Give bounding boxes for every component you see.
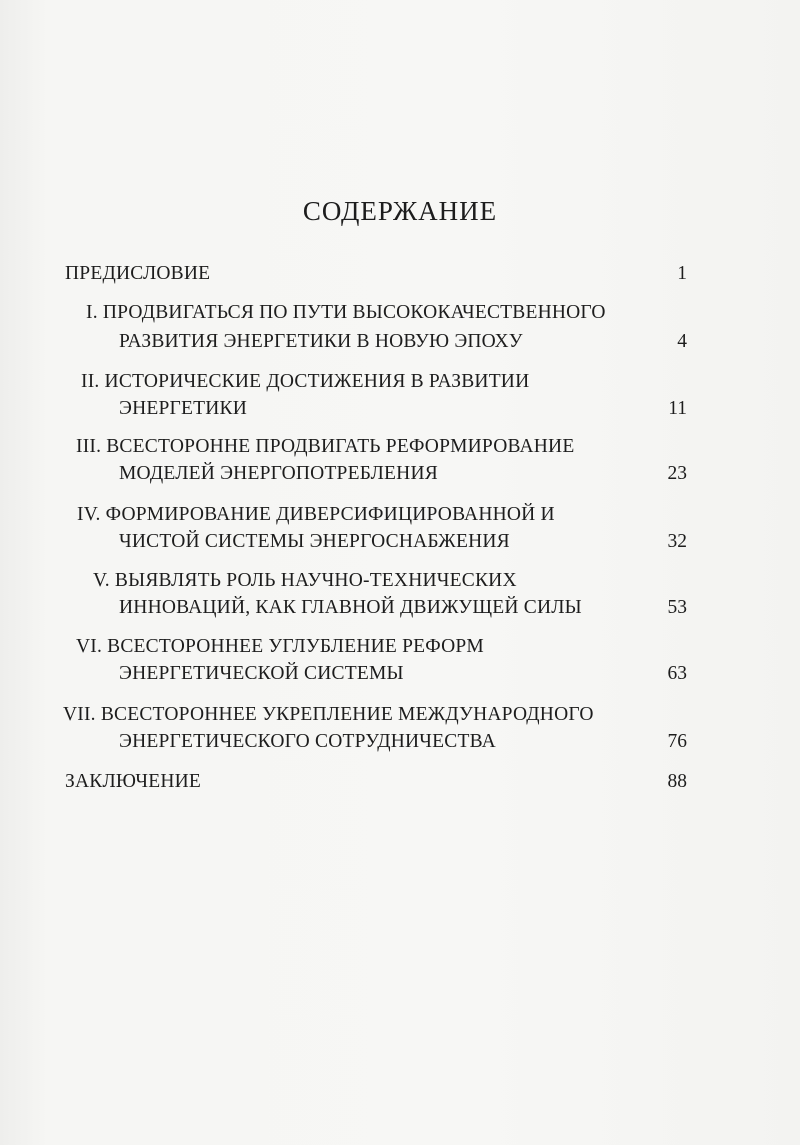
toc-entry-title: ЗАКЛЮЧЕНИЕ [65, 771, 202, 792]
toc-entry-title-continued: ИННОВАЦИЙ, КАК ГЛАВНОЙ ДВИЖУЩЕЙ СИЛЫ [119, 597, 582, 618]
toc-entry-page: 32 [667, 531, 687, 552]
toc-entry-page: 11 [668, 398, 687, 419]
toc-entry-title-continued: ЭНЕРГЕТИЧЕСКОЙ СИСТЕМЫ [119, 663, 404, 684]
toc-entry-title: ПРЕДИСЛОВИЕ [65, 263, 211, 284]
contents-heading: СОДЕРЖАНИЕ [302, 196, 498, 226]
toc-entry-title: III. ВСЕСТОРОННЕ ПРОДВИГАТЬ РЕФОРМИРОВАНИЕ [76, 436, 575, 457]
toc-entry-title: VI. ВСЕСТОРОННЕЕ УГЛУБЛЕНИЕ РЕФОРМ [76, 636, 484, 657]
toc-entry-title: VII. ВСЕСТОРОННЕЕ УКРЕПЛЕНИЕ МЕЖДУНАРОДНОГО [63, 704, 594, 725]
toc-entry-title-continued: ЧИСТОЙ СИСТЕМЫ ЭНЕРГОСНАБЖЕНИЯ [119, 531, 510, 552]
toc-entry-page: 23 [667, 463, 687, 484]
toc-entry-title-continued: ЭНЕРГЕТИКИ [119, 398, 247, 419]
toc-entry-page: 76 [667, 731, 687, 752]
toc-entry-title-continued: ЭНЕРГЕТИЧЕСКОГО СОТРУДНИЧЕСТВА [119, 731, 496, 752]
toc-entry-title-continued: МОДЕЛЕЙ ЭНЕРГОПОТРЕБЛЕНИЯ [119, 463, 438, 484]
toc-entry-title: V. ВЫЯВЛЯТЬ РОЛЬ НАУЧНО-ТЕХНИЧЕСКИХ [93, 570, 517, 591]
toc-entry-title: I. ПРОДВИГАТЬСЯ ПО ПУТИ ВЫСОКОКАЧЕСТВЕННОГО [86, 302, 606, 323]
toc-entry-title: IV. ФОРМИРОВАНИЕ ДИВЕРСИФИЦИРОВАННОЙ И [77, 504, 555, 525]
toc-entry-title: II. ИСТОРИЧЕСКИЕ ДОСТИЖЕНИЯ В РАЗВИТИИ [81, 371, 530, 392]
toc-entry-page: 63 [667, 663, 687, 684]
toc-entry-title-continued: РАЗВИТИЯ ЭНЕРГЕТИКИ В НОВУЮ ЭПОХУ [119, 331, 523, 352]
toc-entry-page: 1 [677, 263, 687, 284]
toc-entry-page: 88 [667, 771, 687, 792]
toc-entry-page: 53 [667, 597, 687, 618]
toc-entry-page: 4 [677, 331, 687, 352]
